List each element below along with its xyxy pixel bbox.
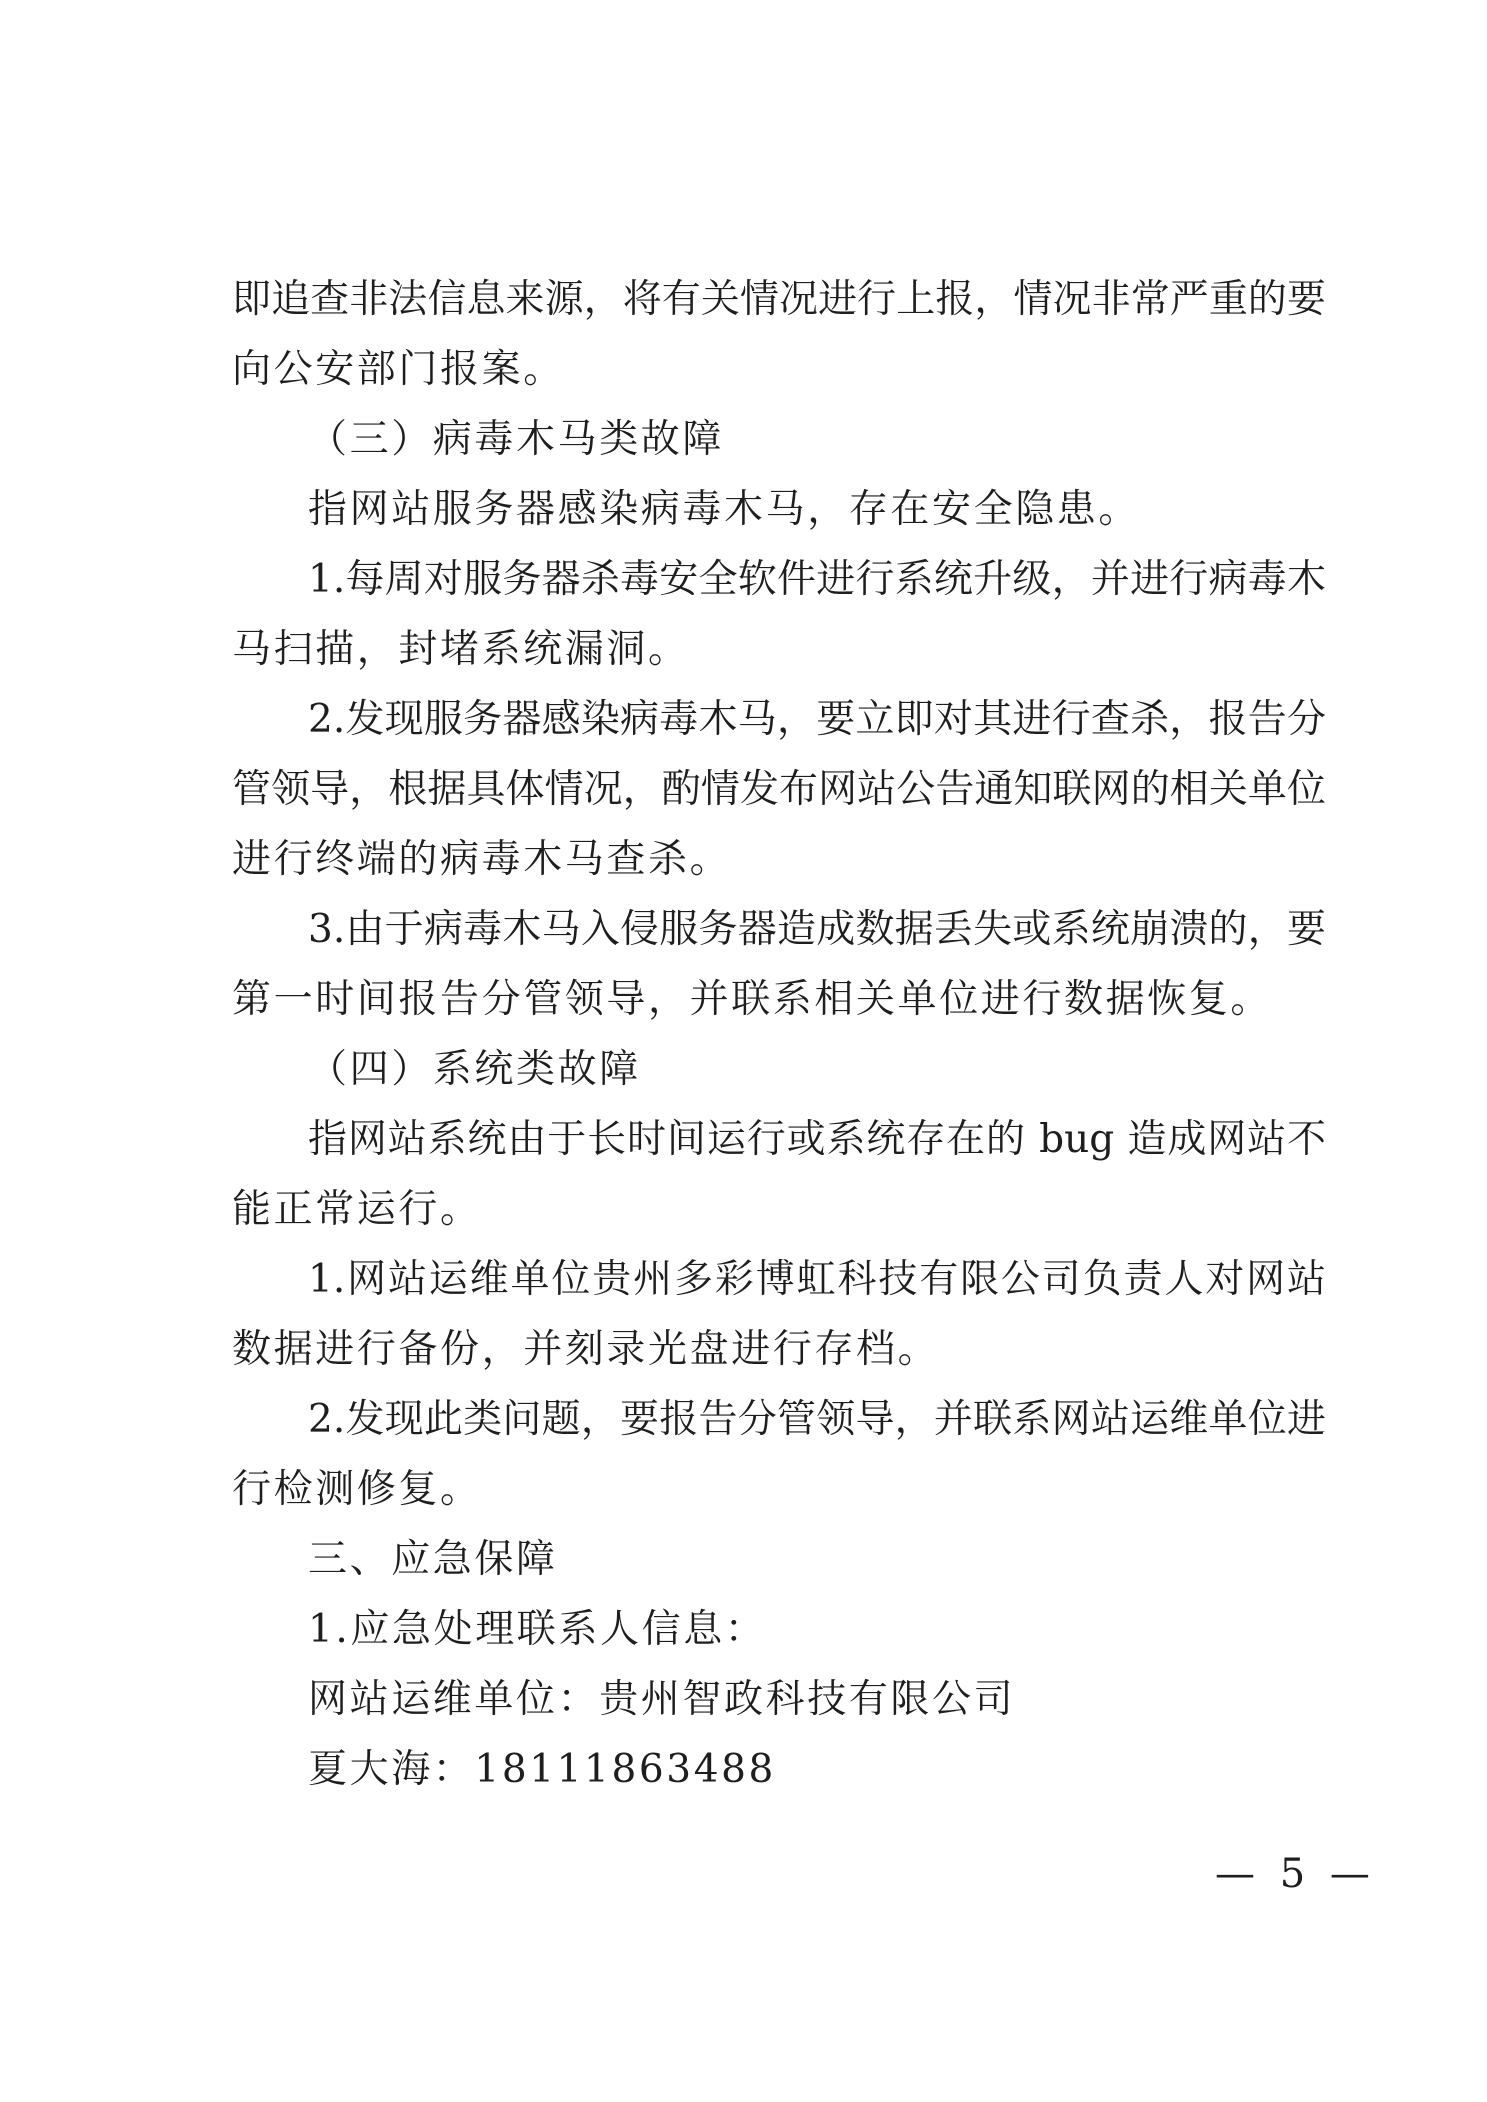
body-text-line: 即追查非法信息来源，将有关情况进行上报，情况非常严重的要 xyxy=(232,277,1326,322)
contact-unit-line: 网站运维单位：贵州智政科技有限公司 xyxy=(308,1677,1016,1722)
body-text-line: 1.每周对服务器杀毒安全软件进行系统升级，并进行病毒木 xyxy=(308,557,1326,602)
body-text-line: 进行终端的病毒木马查杀。 xyxy=(232,837,732,882)
body-text-line: 指网站系统由于长时间运行或系统存在的 bug 造成网站不 xyxy=(308,1117,1326,1162)
body-text-line: 指网站服务器感染病毒木马，存在安全隐患。 xyxy=(308,487,1141,532)
body-text-line: 数据进行备份，并刻录光盘进行存档。 xyxy=(232,1327,940,1372)
body-text-line: 1.应急处理联系人信息： xyxy=(308,1607,767,1652)
body-text-line: 行检测修复。 xyxy=(232,1467,482,1512)
body-text-line: 1.网站运维单位贵州多彩博虹科技有限公司负责人对网站 xyxy=(308,1257,1326,1302)
body-text-line: 2.发现服务器感染病毒木马，要立即对其进行查杀，报告分 xyxy=(308,697,1326,742)
body-text-line: 3.由于病毒木马入侵服务器造成数据丢失或系统崩溃的，要 xyxy=(308,907,1326,952)
contact-person-line: 夏大海：18111863488 xyxy=(308,1747,776,1792)
body-text-line: 第一时间报告分管领导，并联系相关单位进行数据恢复。 xyxy=(232,977,1273,1022)
body-text-line: 管领导，根据具体情况，酌情发布网站公告通知联网的相关单位 xyxy=(232,767,1326,812)
section-heading: （三）病毒木马类故障 xyxy=(308,417,725,462)
body-text-line: 能正常运行。 xyxy=(232,1187,482,1232)
body-text-line: 马扫描，封堵系统漏洞。 xyxy=(232,627,690,672)
body-text-line: 2.发现此类问题，要报告分管领导，并联系网站运维单位进 xyxy=(308,1397,1326,1442)
section-heading: （四）系统类故障 xyxy=(308,1047,641,1092)
page-number: — 5 — xyxy=(1215,1851,1376,1897)
section-heading: 三、应急保障 xyxy=(308,1537,558,1582)
body-text-line: 向公安部门报案。 xyxy=(232,347,565,392)
